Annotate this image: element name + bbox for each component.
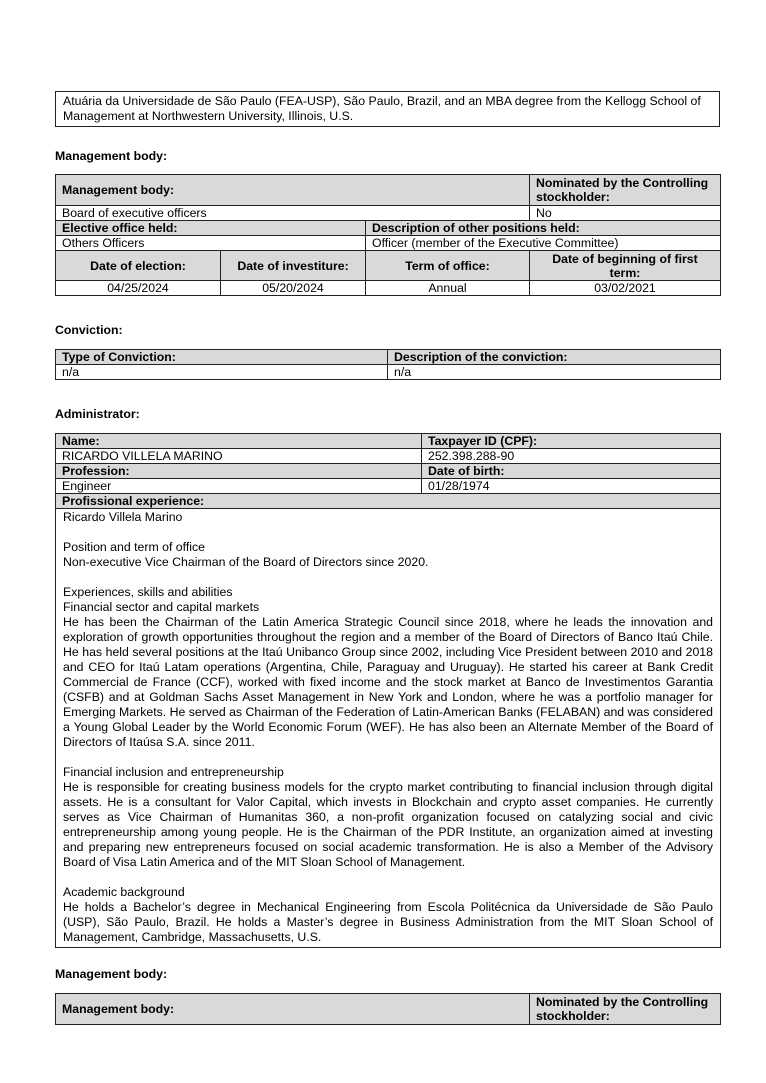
inclusion-title: Financial inclusion and entrepreneurship <box>63 765 284 779</box>
date-of-investiture-value: 05/20/2024 <box>221 281 366 296</box>
header-first-term: Date of beginning of first term: <box>530 251 721 281</box>
header-name: Name: <box>56 434 422 449</box>
position-title: Position and term of office <box>63 540 205 554</box>
profession-value: Engineer <box>56 479 422 494</box>
intro-box <box>55 91 720 127</box>
administrator-table <box>55 433 720 948</box>
financial-sector-text: He has been the Chairman of the Latin America Strategic Council since 2018, where he leads the innovation and exploration of growth opportunities throughout the region and a member of the Board of Directors of Banco Itaú Chile. He has held several positions at the Itaú Unibanco Group since 2002, including Vice President between 2010 and 2018 and CEO for Itaú Latam operations (Argentina, Chile, Paraguay and Uruguay). He started his career at Bank Credit Commercial de France (CCF), worked with fixed income and the stock market at Banco de Investimentos Garantia (CSFB) and at Goldman Sachs Asset Management in New York and London, where he was a portfolio manager for Emerging Markets. He served as Chairman of the Federation of Latin-American Banks (FELABAN) and was considered a Young Global Leader by the World Economic Forum (WEF). He has also been an Alternate Member of the Board of Directors of Itaúsa S.A. since 2011. <box>63 615 713 749</box>
section-title-management-body: Management body: <box>55 149 168 163</box>
experience-name: Ricardo Villela Marino <box>63 510 183 524</box>
header-professional-experience: Profissional experience: <box>56 494 721 509</box>
elective-office-value: Others Officers <box>56 236 366 251</box>
header-profession: Profession: <box>56 464 422 479</box>
nominated-value: No <box>530 206 721 221</box>
section-title-administrator: Administrator: <box>55 407 140 421</box>
header-date-of-investiture: Date of investiture: <box>221 251 366 281</box>
academic-title: Academic background <box>63 885 185 899</box>
financial-sector-title: Financial sector and capital markets <box>63 600 260 614</box>
header-date-of-birth: Date of birth: <box>422 464 721 479</box>
section-title-conviction: Conviction: <box>55 323 123 337</box>
inclusion-text: He is responsible for creating business models for the crypto market contributing to financial inclusion through digital assets. He is a consultant for Valor Capital, which invests in Blockchain and crypto asset companies. He currently serves as Vice Chairman of Humanitas 360, a non-profit organization focused on catalyzing social and civic entrepreneurship among young people. He is the Chairman of the PDR Institute, an organization aimed at investing and preparing new entrepreneurs focused on social academic transformation. He is also a Member of the Advisory Board of Visa Latin America and of the MIT Sloan School of Management. <box>63 780 713 869</box>
conviction-table <box>55 349 720 380</box>
name-value: RICARDO VILLELA MARINO <box>56 449 422 464</box>
conviction-description-value: n/a <box>388 365 721 380</box>
term-of-office-value: Annual <box>366 281 530 296</box>
position-text: Non-executive Vice Chairman of the Board of Directors since 2020. <box>63 555 429 569</box>
professional-experience-body <box>56 509 721 948</box>
conviction-type-value: n/a <box>56 365 388 380</box>
intro-text: Atuária da Universidade de São Paulo (FEA-USP), São Paulo, Brazil, and an MBA degree from the Kellogg School of Management at Northwestern University, Illinois, U.S. <box>56 92 720 127</box>
academic-text: He holds a Bachelor’s degree in Mechanical Engineering from Escola Politécnica da Universidade de São Paulo (USP), São Paulo, Brazil. He holds a Master’s degree in Business Administration from the MIT Sloan School of Management, Cambridge, Massachusetts, U.S. <box>63 900 713 944</box>
date-of-election-value: 04/25/2024 <box>56 281 221 296</box>
header-management-body: Management body: <box>56 175 530 206</box>
header-other-positions: Description of other positions held: <box>366 221 721 236</box>
header-type-of-conviction: Type of Conviction: <box>56 350 388 365</box>
date-of-birth-value: 01/28/1974 <box>422 479 721 494</box>
header-date-of-election: Date of election: <box>56 251 221 281</box>
management-body-table <box>55 174 720 296</box>
management-body-value: Board of executive officers <box>56 206 530 221</box>
header-term-of-office: Term of office: <box>366 251 530 281</box>
header-nominated: Nominated by the Controlling stockholder: <box>530 175 721 206</box>
taxpayer-id-value: 252.398.288-90 <box>422 449 721 464</box>
section-title-management-body-2: Management body: <box>55 967 168 981</box>
other-positions-value: Officer (member of the Executive Committee) <box>366 236 721 251</box>
header-taxpayer-id: Taxpayer ID (CPF): <box>422 434 721 449</box>
header-elective-office: Elective office held: <box>56 221 366 236</box>
header-management-body-2: Management body: <box>56 994 530 1025</box>
skills-title: Experiences, skills and abilities <box>63 585 233 599</box>
first-term-value: 03/02/2021 <box>530 281 721 296</box>
management-body-table-2 <box>55 993 720 1025</box>
header-nominated-2: Nominated by the Controlling stockholder: <box>530 994 721 1025</box>
header-description-of-conviction: Description of the conviction: <box>388 350 721 365</box>
